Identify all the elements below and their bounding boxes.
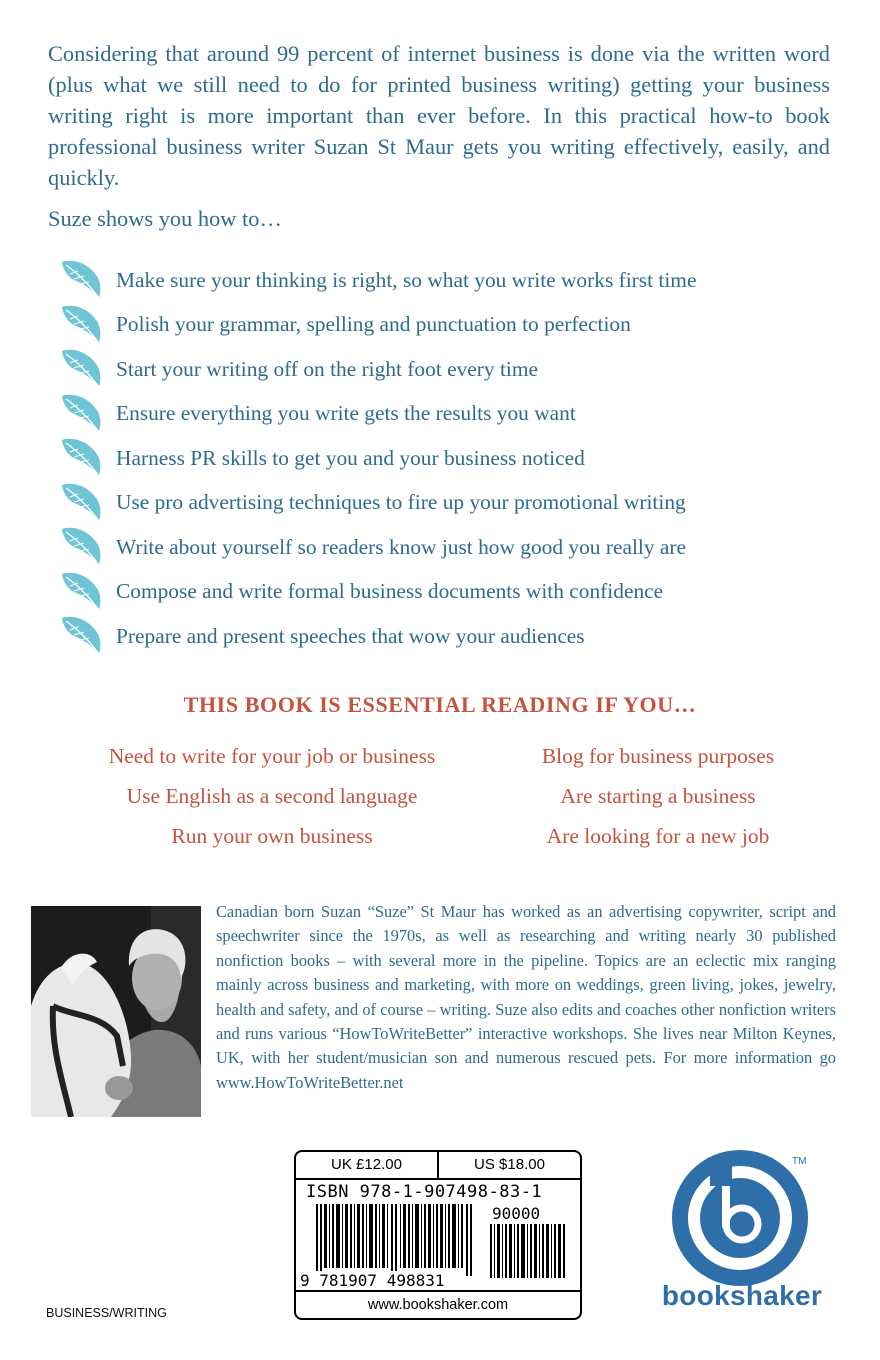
quill-icon <box>60 570 102 614</box>
quill-icon <box>60 392 102 436</box>
publisher-name: bookshaker <box>661 1280 823 1311</box>
list-item-text: Start your writing off on the right foot every time <box>116 356 538 381</box>
quill-icon <box>60 481 102 525</box>
price-us: US $18.00 <box>474 1156 545 1173</box>
list-item <box>60 392 850 437</box>
list-item-text: Write about yourself so readers know just how good you really are <box>116 534 686 559</box>
ean-barcode <box>316 1204 474 1276</box>
list-item: Use English as a second language <box>126 784 418 808</box>
author-photo <box>31 906 201 1117</box>
barcode-box <box>294 1150 582 1320</box>
addon-barcode <box>488 1224 568 1278</box>
lead-line: Suze shows you how to… <box>48 206 282 231</box>
list-item: Are starting a business <box>560 784 756 808</box>
list-item: Need to write for your job or business <box>108 744 436 768</box>
list-item <box>60 614 850 659</box>
list-item <box>60 570 850 615</box>
price-row <box>296 1152 580 1180</box>
list-item: Run your own business <box>171 824 373 848</box>
price-uk: UK £12.00 <box>296 1152 439 1178</box>
quill-icon <box>60 436 102 480</box>
intro-paragraph: Considering that around 99 percent of internet business is done via the written word (plus what we still need to do for printed business writing) getting your business writing right is more important than ever before. In this practical how-to book professional business writer Suzan St Maur gets you writing effectively, easily, and quickly. <box>48 41 830 190</box>
list-item-text: Use pro advertising techniques to fire up your promotional writing <box>116 490 686 515</box>
bookshaker-logo-icon <box>670 1148 810 1288</box>
category-label: BUSINESS/WRITING <box>46 1306 167 1320</box>
list-item-text: Make sure your thinking is right, so what you write works first time <box>116 267 697 292</box>
list-item-text: Harness PR skills to get you and your business noticed <box>116 445 585 470</box>
publisher-url: www.bookshaker.com <box>296 1290 580 1318</box>
list-item: Are looking for a new job <box>546 824 770 848</box>
list-item <box>60 525 850 570</box>
quill-icon <box>60 347 102 391</box>
quill-icon <box>60 614 102 658</box>
quill-icon <box>60 303 102 347</box>
list-item-text: Compose and write formal business documents with confidence <box>116 579 664 604</box>
list-item-text: Prepare and present speeches that wow your audiences <box>116 623 585 648</box>
list-item <box>60 347 850 392</box>
list-item-text: Polish your grammar, spelling and punctuation to perfection <box>116 312 631 337</box>
quill-icon <box>60 525 102 569</box>
isbn-number: ISBN 978-1-907498-83-1 <box>306 1182 543 1202</box>
essential-reading-heading: THIS BOOK IS ESSENTIAL READING IF YOU… <box>183 692 697 717</box>
ean-number: 9 781907 498831 <box>300 1271 445 1290</box>
list-item: Blog for business purposes <box>541 744 775 768</box>
list-item <box>60 258 850 303</box>
list-item <box>60 303 850 348</box>
list-item-text: Ensure everything you write gets the results you want <box>116 401 576 426</box>
essential-list-left <box>62 740 482 860</box>
list-item <box>60 436 850 481</box>
essential-list-right <box>448 740 868 860</box>
quill-icon <box>60 258 102 302</box>
addon-number: 90000 <box>492 1204 541 1223</box>
author-bio: Canadian born Suzan “Suze” St Maur has worked as an advertising copywriter, script and speechwriter since the 1970s, as well as researching and writing nearly 30 published nonfiction books – with several more in the pipeline. Topics are an eclectic mix ranging mainly across business and marketing, with more on weddings, green living, jokes, jewelry, health and safety, and of course – writing. Suze also edits and coaches other nonfiction writers and runs various “HowToWriteBetter” interactive workshops. She lives near Milton Keynes, UK, with her student/musician son and numerous rescued pets. For more information go www.HowToWriteBetter.net <box>216 902 836 1092</box>
skills-list <box>60 258 850 659</box>
list-item <box>60 481 850 526</box>
trademark-mark: TM <box>792 1156 807 1167</box>
